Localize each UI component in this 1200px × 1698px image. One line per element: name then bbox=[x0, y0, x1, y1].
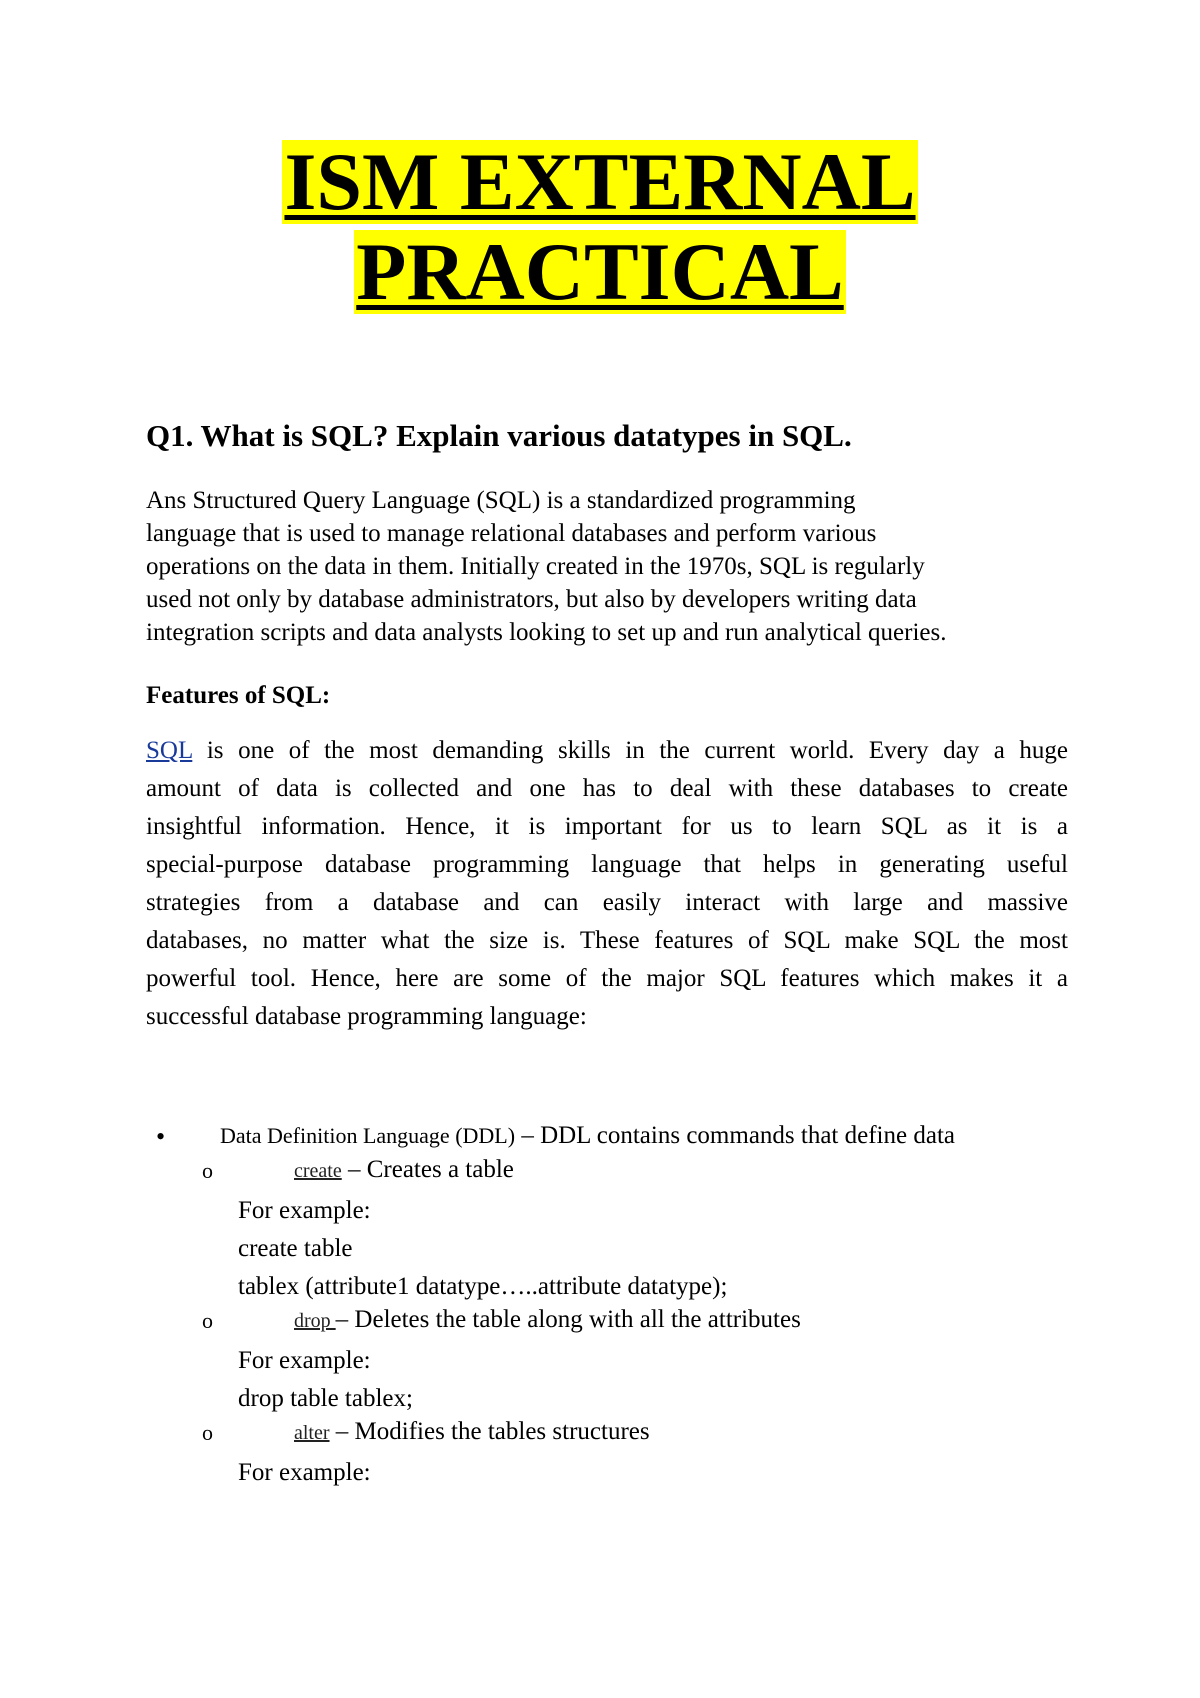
answer-line: language that is used to manage relational databases and perform various bbox=[146, 520, 877, 547]
answer-paragraph bbox=[146, 484, 1076, 649]
answer-line: integration scripts and data analysts looking to set up and run analytical queries. bbox=[146, 619, 947, 646]
example-line: For example: bbox=[238, 1197, 371, 1224]
list-item bbox=[146, 1306, 1076, 1342]
example-line: tablex (attribute1 datatype…..attribute datatype); bbox=[238, 1273, 728, 1300]
sub-item-text bbox=[294, 1156, 514, 1184]
features-line: insightful information. Hence, it is important for us to learn SQL as it is a bbox=[146, 813, 1068, 840]
sub-bullet-marker: o bbox=[202, 1308, 213, 1333]
example-line: drop table tablex; bbox=[238, 1385, 413, 1412]
features-line: strategies from a database and can easily interact with large and massive bbox=[146, 889, 1068, 916]
features-paragraph bbox=[146, 732, 1068, 1036]
command-create[interactable]: create bbox=[294, 1160, 342, 1182]
command-drop[interactable]: drop bbox=[294, 1310, 336, 1332]
features-heading: Features of SQL: bbox=[146, 682, 331, 709]
list-item bbox=[146, 1418, 1076, 1454]
answer-line: used not only by database administrators, but also by developers writing data bbox=[146, 586, 917, 613]
list-item bbox=[146, 1122, 1076, 1156]
features-line: successful database programming language: bbox=[146, 1003, 587, 1030]
document-title bbox=[0, 136, 1200, 320]
command-description: – Modifies the tables structures bbox=[329, 1418, 650, 1445]
features-line bbox=[146, 732, 1068, 770]
example-line: For example: bbox=[238, 1347, 371, 1374]
question-heading: Q1. What is SQL? Explain various datatypes in SQL. bbox=[146, 418, 852, 453]
list-item bbox=[146, 1156, 1076, 1192]
ddl-description: – DDL contains commands that define data bbox=[515, 1122, 955, 1149]
ddl-bullet-text bbox=[220, 1122, 955, 1150]
command-description: – Creates a table bbox=[341, 1156, 514, 1183]
sub-bullet-marker: o bbox=[202, 1158, 213, 1183]
sql-link[interactable]: SQL bbox=[146, 737, 193, 764]
features-line-text: is one of the most demanding skills in the current world. Every day a huge bbox=[192, 737, 1068, 764]
title-line-2: PRACTICAL bbox=[356, 226, 844, 317]
answer-line: Ans Structured Query Language (SQL) is a standardized programming bbox=[146, 487, 856, 514]
sub-bullet-marker: o bbox=[202, 1420, 213, 1445]
features-line: special-purpose database programming language that helps in generating useful bbox=[146, 851, 1068, 878]
sub-item-text bbox=[294, 1418, 650, 1446]
title-line-1: ISM EXTERNAL bbox=[284, 136, 916, 227]
sub-item-text bbox=[294, 1306, 801, 1334]
ddl-label: Data Definition Language (DDL) bbox=[220, 1123, 516, 1148]
answer-line: operations on the data in them. Initially created in the 1970s, SQL is regularly bbox=[146, 553, 925, 580]
command-description: – Deletes the table along with all the attributes bbox=[335, 1306, 801, 1333]
bullet-marker: • bbox=[156, 1122, 166, 1151]
example-line: For example: bbox=[238, 1459, 371, 1486]
command-alter[interactable]: alter bbox=[294, 1422, 330, 1444]
features-line: powerful tool. Hence, here are some of the major SQL features which makes it a bbox=[146, 965, 1068, 992]
example-line: create table bbox=[238, 1235, 353, 1262]
ddl-list bbox=[146, 1122, 1076, 1492]
features-line: databases, no matter what the size is. These features of SQL make SQL the most bbox=[146, 927, 1068, 954]
features-line: amount of data is collected and one has to deal with these databases to create bbox=[146, 775, 1068, 802]
